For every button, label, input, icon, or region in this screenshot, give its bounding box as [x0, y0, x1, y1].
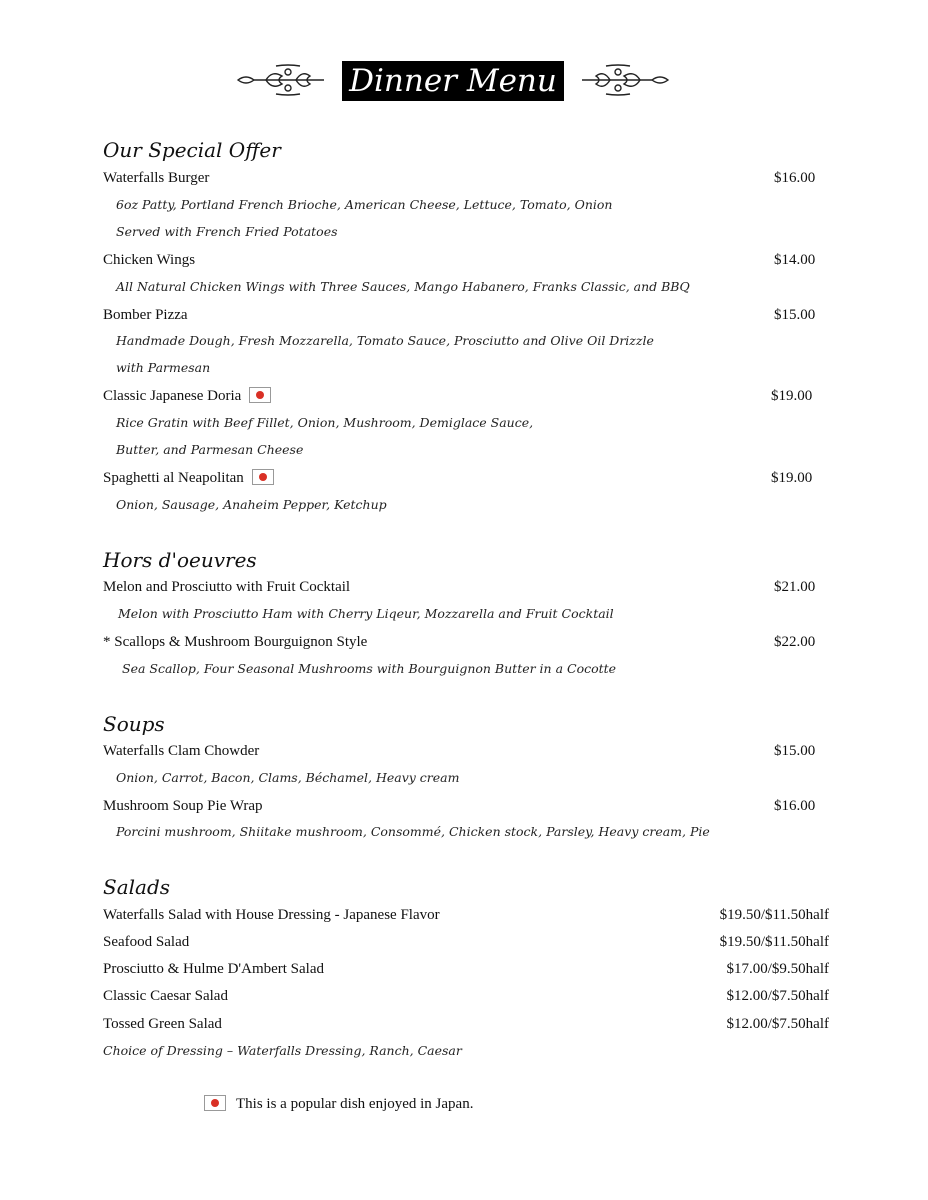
menu-item-name: Classic Caesar Salad — [103, 988, 228, 1004]
menu-item-name: Waterfalls Clam Chowder — [103, 743, 260, 759]
menu-item-description: Butter, and Parmesan Cheese — [116, 442, 304, 457]
menu-item-name: Spaghetti al Neapolitan — [103, 470, 244, 486]
menu-item-price: $15.00 — [774, 307, 816, 323]
menu-item-price: $17.00/$9.50half — [726, 961, 829, 977]
page-title: Dinner Menu — [342, 61, 564, 101]
section-heading-salads: Salads — [103, 875, 171, 899]
menu-item-price: $22.00 — [774, 634, 816, 650]
menu-item-price: $21.00 — [774, 579, 816, 595]
menu-item-name: Melon and Prosciutto with Fruit Cocktail — [103, 579, 351, 595]
menu-item-name: Chicken Wings — [103, 252, 196, 268]
menu-item-name: Bomber Pizza — [103, 307, 188, 323]
menu-item-description: Porcini mushroom, Shiitake mushroom, Consommé, Chicken stock, Parsley, Heavy cream, Pie — [116, 824, 710, 839]
menu-item-row — [103, 468, 274, 488]
menu-item-price: $19.50/$11.50half — [719, 907, 829, 923]
menu-header — [0, 58, 928, 106]
japan-flag-icon — [252, 469, 274, 485]
menu-item-name: Tossed Green Salad — [103, 1016, 222, 1032]
section-heading-special: Our Special Offer — [103, 138, 281, 162]
flourish-right-icon — [578, 62, 670, 98]
menu-item-name: Seafood Salad — [103, 934, 190, 950]
menu-item-row — [103, 386, 271, 406]
menu-item-name: Classic Japanese Doria — [103, 388, 242, 404]
menu-item-price: $16.00 — [774, 798, 816, 814]
menu-item-description: Sea Scallop, Four Seasonal Mushrooms with Bourguignon Butter in a Cocotte — [122, 661, 617, 676]
section-heading-hors: Hors d'oeuvres — [103, 548, 257, 572]
legend-text: This is a popular dish enjoyed in Japan. — [236, 1096, 474, 1112]
menu-item-description: Handmade Dough, Fresh Mozzarella, Tomato Sauce, Prosciutto and Olive Oil Drizzle — [116, 333, 654, 348]
menu-item-name: Waterfalls Salad with House Dressing - Japanese Flavor — [103, 907, 440, 923]
menu-item-description: Rice Gratin with Beef Fillet, Onion, Mushroom, Demiglace Sauce, — [116, 415, 534, 430]
menu-item-price: $19.50/$11.50half — [719, 934, 829, 950]
japan-flag-icon — [249, 387, 271, 403]
menu-item-description: Onion, Sausage, Anaheim Pepper, Ketchup — [116, 497, 387, 512]
menu-item-price: $19.00 — [771, 470, 813, 486]
menu-item-name: Waterfalls Burger — [103, 170, 210, 186]
menu-item-price: $14.00 — [774, 252, 816, 268]
menu-item-description: 6oz Patty, Portland French Brioche, American Cheese, Lettuce, Tomato, Onion — [116, 197, 613, 212]
menu-item-description: Served with French Fried Potatoes — [116, 224, 338, 239]
menu-item-price: $16.00 — [774, 170, 816, 186]
menu-item-price: $15.00 — [774, 743, 816, 759]
menu-item-description: Melon with Prosciutto Ham with Cherry Liqeur, Mozzarella and Fruit Cocktail — [118, 606, 614, 621]
menu-item-description: All Natural Chicken Wings with Three Sauces, Mango Habanero, Franks Classic, and BBQ — [116, 279, 690, 294]
menu-item-description: with Parmesan — [116, 360, 211, 375]
menu-item-price: $12.00/$7.50half — [726, 1016, 829, 1032]
menu-item-name: Prosciutto & Hulme D'Ambert Salad — [103, 961, 325, 977]
japan-flag-icon — [204, 1095, 226, 1111]
dressing-note: Choice of Dressing – Waterfalls Dressing, Ranch, Caesar — [103, 1043, 462, 1058]
menu-item-description: Onion, Carrot, Bacon, Clams, Béchamel, Heavy cream — [116, 770, 460, 785]
flourish-left-icon — [236, 62, 328, 98]
menu-item-price: $12.00/$7.50half — [726, 988, 829, 1004]
menu-item-name: Mushroom Soup Pie Wrap — [103, 798, 263, 814]
menu-item-price: $19.00 — [771, 388, 813, 404]
legend — [204, 1094, 473, 1114]
section-heading-soups: Soups — [103, 712, 165, 736]
menu-item-name: * Scallops & Mushroom Bourguignon Style — [103, 634, 368, 650]
